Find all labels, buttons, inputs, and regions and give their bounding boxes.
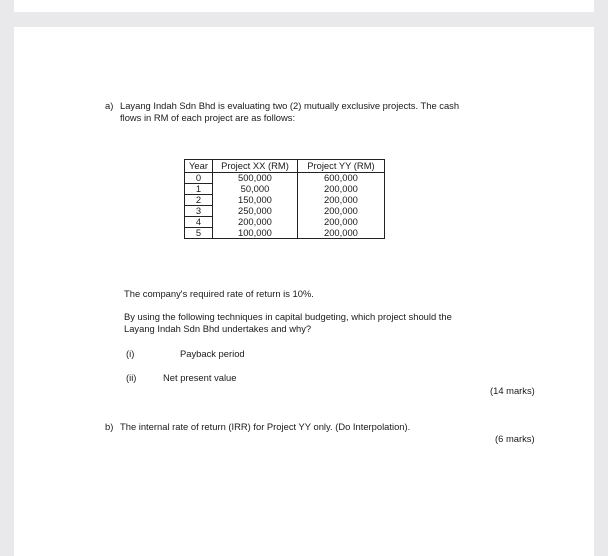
project-yy-cell: 200,000 (297, 184, 384, 195)
question-b-text: The internal rate of return (IRR) for Project YY only. (Do Interpolation). (120, 421, 411, 432)
technique-ii-number: (ii) (126, 372, 137, 383)
question-a-label: a) (105, 100, 114, 111)
technique-ii-text: Net present value (163, 372, 237, 383)
instruction-line2: Layang Indah Sdn Bhd undertakes and why? (124, 323, 312, 334)
year-cell: 5 (185, 228, 213, 239)
project-yy-cell: 200,000 (297, 228, 384, 239)
required-return-text: The company's required rate of return is 10%. (124, 288, 314, 299)
instruction-line1: By using the following techniques in capital budgeting, which project should the (124, 311, 452, 322)
project-xx-cell: 250,000 (212, 206, 297, 217)
header-project-xx: Project XX (RM) (212, 160, 297, 173)
question-a-marks: (14 marks) (490, 385, 535, 396)
year-cell: 1 (185, 184, 213, 195)
table-row (185, 195, 385, 206)
project-xx-cell: 150,000 (212, 195, 297, 206)
year-cell: 4 (185, 217, 213, 228)
header-project-yy: Project YY (RM) (297, 160, 384, 173)
cash-flow-table (184, 159, 385, 239)
technique-i-number: (i) (126, 348, 135, 359)
table-header-row (185, 160, 385, 173)
previous-page-edge (14, 0, 594, 12)
document-page (14, 27, 594, 556)
table-row (185, 228, 385, 239)
table-row (185, 217, 385, 228)
year-cell: 0 (185, 173, 213, 184)
project-xx-cell: 500,000 (212, 173, 297, 184)
project-xx-cell: 50,000 (212, 184, 297, 195)
question-a-intro-line2: flows in RM of each project are as follows: (120, 112, 296, 123)
project-yy-cell: 200,000 (297, 217, 384, 228)
question-a-intro-line1: Layang Indah Sdn Bhd is evaluating two (2) mutually exclusive projects. The cash (120, 100, 460, 111)
project-xx-cell: 100,000 (212, 228, 297, 239)
table-row (185, 184, 385, 195)
table-row (185, 173, 385, 184)
year-cell: 3 (185, 206, 213, 217)
question-b-label: b) (105, 421, 114, 432)
project-xx-cell: 200,000 (212, 217, 297, 228)
question-b-marks: (6 marks) (495, 433, 535, 444)
header-year: Year (185, 160, 213, 173)
project-yy-cell: 200,000 (297, 206, 384, 217)
year-cell: 2 (185, 195, 213, 206)
project-yy-cell: 200,000 (297, 195, 384, 206)
table-row (185, 206, 385, 217)
project-yy-cell: 600,000 (297, 173, 384, 184)
technique-i-text: Payback period (180, 348, 245, 359)
